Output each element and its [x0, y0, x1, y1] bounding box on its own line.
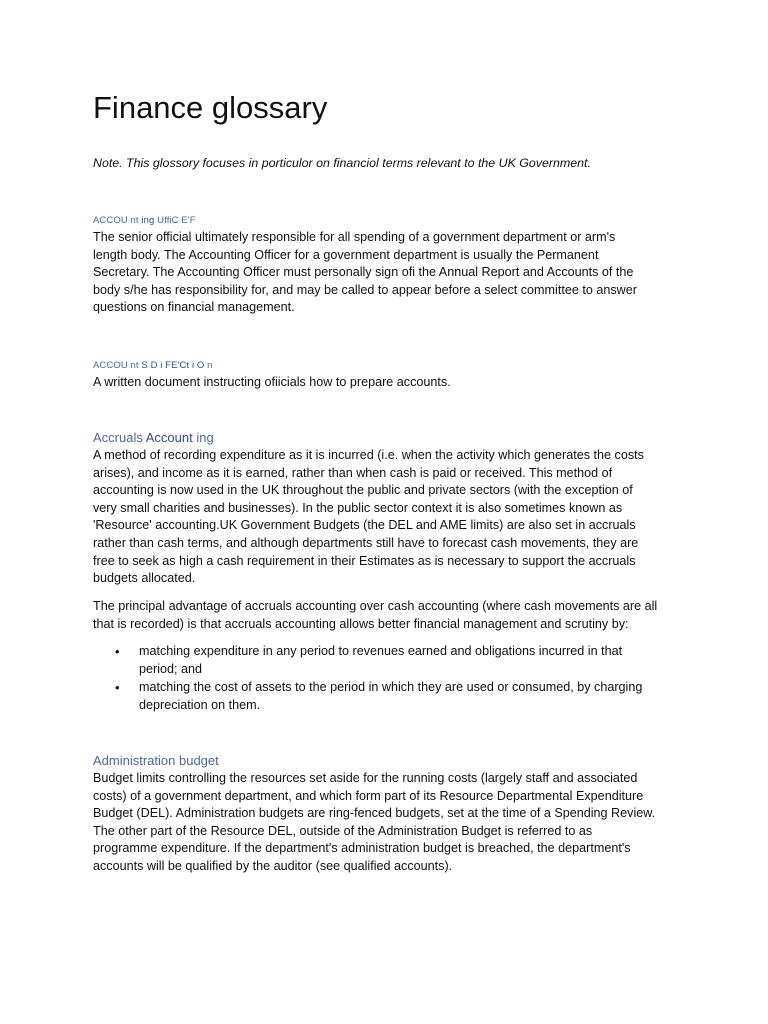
- term-part: Account: [145, 430, 193, 445]
- text-line: Budget (DEL). Administration budgets are ring-fenced budgets, set at the time of a Spending Review.: [93, 806, 656, 821]
- text-line: period; and: [139, 661, 203, 676]
- term-accounts-direction: [93, 359, 213, 372]
- text-line: accounting is now used in the UK throughout the public and private sectors (with the exception of: [93, 483, 633, 498]
- text-line: A written document instructing ofiicials how to prepare accounts.: [93, 375, 451, 389]
- definition-accounting-officer: [93, 229, 673, 317]
- text-line: The other part of the Resource DEL, outside of the Administration Budget is referred to as: [93, 823, 593, 838]
- text-line: that is recorded) is that accruals accounting allows better financial management and scrutiny by:: [93, 616, 629, 631]
- term-accruals-accounting: [93, 429, 214, 446]
- text-line: accounts will be qualified by the auditor (see qualified accounts).: [93, 858, 453, 873]
- definition-accounts-direction: [93, 374, 673, 392]
- term-part: i: [141, 215, 144, 226]
- text-line: Budget limits controlling the resources set aside for the running costs (largely staff and associated: [93, 771, 638, 785]
- term-part: UffiC E'F: [154, 215, 196, 226]
- term-part: ACCOU nt: [93, 360, 142, 371]
- glossary-note: Note. This glossory focuses in porticulor on financiol terms relevant to the UK Government.: [93, 156, 591, 170]
- text-line: costs) of a government department, and which form part of its Resource Departmental Expenditure: [93, 788, 644, 803]
- term-administration-budget: Administration budget: [93, 753, 219, 768]
- text-line: length body. The Accounting Officer for a government department is usually the Permanent: [93, 247, 599, 262]
- term-part: S D i FE'Ct i O: [141, 360, 205, 371]
- definition-administration-budget: [93, 770, 673, 876]
- text-line: 'Resource' accounting.UK Government Budgets (the DEL and AME limits) are also set in accruals: [93, 518, 636, 533]
- bullet-marker: •: [115, 680, 120, 696]
- list-item: [93, 643, 673, 678]
- text-line: rather than cash terms, and although departments still have to forecast cash movements, they are: [93, 535, 639, 550]
- term-accounting-officer: [93, 214, 196, 227]
- text-line: matching the cost of assets to the period in which they are used or consumed, by charging: [139, 680, 643, 695]
- text-line: budgets allocated.: [93, 571, 196, 586]
- term-part: n: [204, 360, 213, 371]
- term-part: Accruals: [93, 430, 146, 445]
- text-line: very small charities and businesses). In the public sector context it is also sometimes known as: [93, 500, 623, 515]
- accruals-advantage-paragraph: [93, 598, 673, 633]
- text-line: Secretary. The Accounting Officer must personally sign ofi the Annual Report and Accounts of the: [93, 265, 634, 280]
- text-line: free to seek as high a cash requirement in their Estimates as is necessary to support the accruals: [93, 553, 636, 568]
- term-part: ACCOU nt: [93, 215, 142, 226]
- text-line: matching expenditure in any period to revenues earned and obligations incurred in that: [139, 644, 623, 658]
- term-part: ing: [192, 430, 214, 445]
- text-line: depreciation on them.: [139, 697, 261, 712]
- page-title: Finance glossary: [93, 90, 328, 125]
- term-part: ng: [143, 215, 155, 226]
- text-line: questions on financial management.: [93, 300, 295, 315]
- list-item: [93, 679, 673, 714]
- text-line: The principal advantage of accruals accounting over cash accounting (where cash movements are all: [93, 599, 658, 613]
- bullet-marker: •: [115, 644, 120, 659]
- bullet-list: [93, 643, 673, 715]
- text-line: A method of recording expenditure as it is incurred (i.e. when the activity which generates the costs: [93, 448, 644, 462]
- definition-accruals-accounting: [93, 447, 673, 588]
- text-line: arises), and income as it is earned, rather than when cash is paid or received. This method of: [93, 465, 613, 480]
- text-line: programme expenditure. If the department's administration budget is breached, the department's: [93, 841, 631, 856]
- text-line: The senior official ultimately responsible for all spending of a government department or arm's: [93, 230, 616, 244]
- text-line: body s/he has responsibility for, and may be called to appear before a select committee to answer: [93, 282, 637, 297]
